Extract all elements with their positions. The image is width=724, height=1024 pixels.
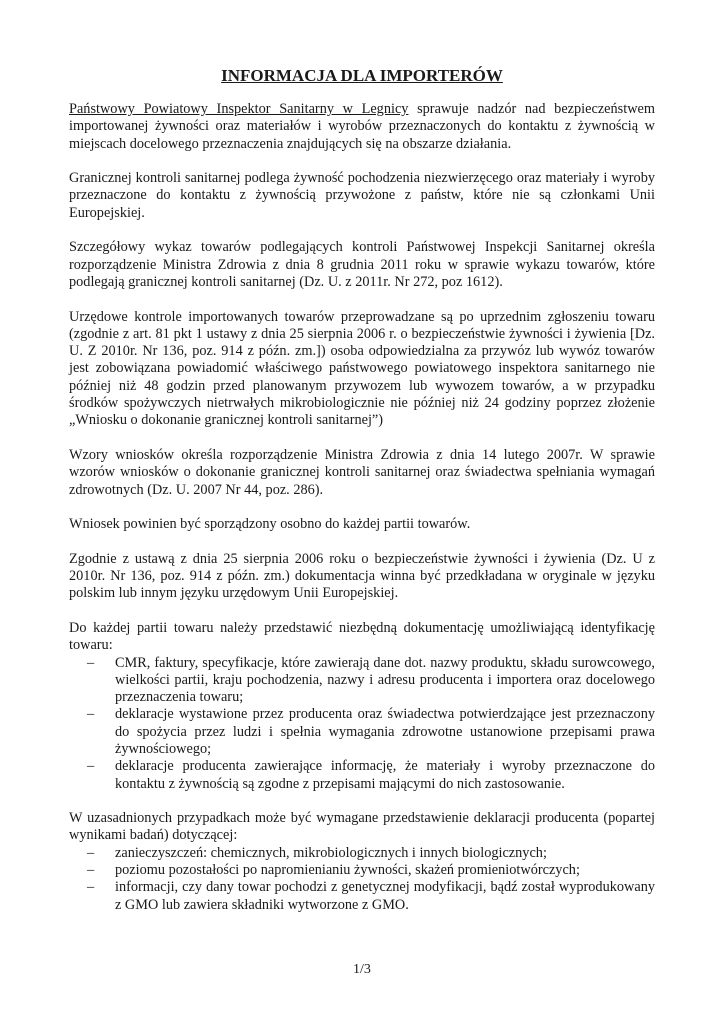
list-item xyxy=(87,879,655,914)
producer-declaration-list xyxy=(69,845,655,914)
paragraph-border-control: Granicznej kontroli sanitarnej podlega żywność pochodzenia niezwierzęcego oraz materiały i wyroby przeznaczone do kontaktu z żywnością przywożone z państw, które nie są członkami Unii Europejskiej. xyxy=(69,170,655,221)
dash-bullet: – xyxy=(87,862,95,879)
list-item-text: zanieczyszczeń: chemicznych, mikrobiologicznych i innych biologicznych; xyxy=(115,844,547,861)
paragraph-producer-declaration: W uzasadnionych przypadkach może być wymagane przedstawienie deklaracji producenta (popartej wynikami badań) dotyczącej: xyxy=(69,810,655,844)
paragraph-intro xyxy=(69,101,655,153)
list-item xyxy=(87,844,655,862)
list-item-text: CMR, faktury, specyfikacje, które zawierają dane dot. nazwy produktu, składu surowcowego, wielkości partii, kraju pochodzenia, nazwy i adresu producenta i importera oraz docelowego przeznaczenia towaru; xyxy=(115,654,655,706)
dash-bullet: – xyxy=(87,654,95,671)
list-item xyxy=(87,654,655,707)
inspector-name: Państwowy Powiatowy Inspektor Sanitarny w Legnicy xyxy=(69,101,409,117)
dash-bullet: – xyxy=(87,844,95,861)
list-item xyxy=(87,758,655,793)
paragraph-application-forms: Wzory wniosków określa rozporządzenie Ministra Zdrowia z dnia 14 lutego 2007r. W sprawie wzorów wniosków o dokonanie granicznej kontroli sanitarnej oraz świadectwa spełniania wymagań zdrowotnych (Dz. U. 2007 Nr 44, poz. 286). xyxy=(69,446,655,498)
document-page xyxy=(69,66,655,914)
list-item xyxy=(87,862,655,879)
paragraph-documentation-language: Zgodnie z ustawą z dnia 25 sierpnia 2006 roku o bezpieczeństwie żywności i żywienia (Dz. U z 2010r. Nr 136, poz. 914 z późn. zm.) dokumentacja winna być przedkładana w oryginale w języku polskim lub innym języku urzędowym Unii Europejskiej. xyxy=(69,550,655,602)
dash-bullet: – xyxy=(87,879,95,896)
required-docs-list xyxy=(69,655,655,793)
list-item-text: deklaracje producenta zawierające informację, że materiały i wyroby przeznaczone do kontaktu z żywnością są zgodne z przepisami mającymi do nich zastosowanie. xyxy=(115,758,655,792)
paragraph-intro-text: sprawuje nadzór nad bezpieczeństwem importowanej żywności oraz materiałów i wyrobów przeznaczonych do kontaktu z żywnością w miejscach docelowego przeznaczenia znajdujących się na obszarze działania. xyxy=(69,101,656,152)
dash-bullet: – xyxy=(87,706,95,723)
page-number: 1/3 xyxy=(353,962,371,977)
list-item-text: informacji, czy dany towar pochodzi z genetycznej modyfikacji, bądź został wyprodukowany z GMO lub zawiera składniki wytworzone z GMO. xyxy=(115,879,655,913)
list-item xyxy=(87,706,655,758)
list-item-text: poziomu pozostałości po napromienianiu żywności, skażeń promieniotwórczych; xyxy=(115,862,580,879)
paragraph-required-docs: Do każdej partii towaru należy przedstawić niezbędną dokumentację umożliwiającą identyfikację towaru: xyxy=(69,619,655,654)
list-item-text: deklaracje wystawione przez producenta oraz świadectwa potwierdzające jest przeznaczony do spożycia przez ludzi i spełnia wymagania zdrowotne ustanowione przepisami prawa żywnościowego; xyxy=(115,706,655,757)
page-title: INFORMACJA DLA IMPORTERÓW xyxy=(221,66,503,85)
dash-bullet: – xyxy=(87,758,95,775)
paragraph-per-batch: Wniosek powinien być sporządzony osobno do każdej partii towarów. xyxy=(69,516,471,533)
paragraph-goods-list: Szczegółowy wykaz towarów podlegających kontroli Państwowej Inspekcji Sanitarnej określa rozporządzenie Ministra Zdrowia z dnia 8 grudnia 2011 roku w sprawie wykazu towarów, które podlegają granicznej kontroli sanitarnej (Dz. U. z 2011r. Nr 272, poz 1612). xyxy=(69,239,655,290)
paragraph-official-controls: Urzędowe kontrole importowanych towarów przeprowadzane są po uprzednim zgłoszeniu towaru (zgodnie z art. 81 pkt 1 ustawy z dnia 25 sierpnia 2006 r. o bezpieczeństwie żywności i żywienia [Dz. U. Z 2010r. Nr 136, poz. 914 z późn. zm.]) osoba odpowiedzialna za przywóz lub wywóz towarów jest zobowiązana powiadomić właściwego państwowego powiatowego inspektora sanitarnego nie później niż 48 godzin przed planowanym przywozem lub wywozem towarów, a w przypadku środków spożywczych nietrwałych mikrobiologicznie nie później niż 24 godziny poprzez złożenie „Wniosku o dokonanie granicznej kontroli sanitarnej”) xyxy=(69,308,655,429)
